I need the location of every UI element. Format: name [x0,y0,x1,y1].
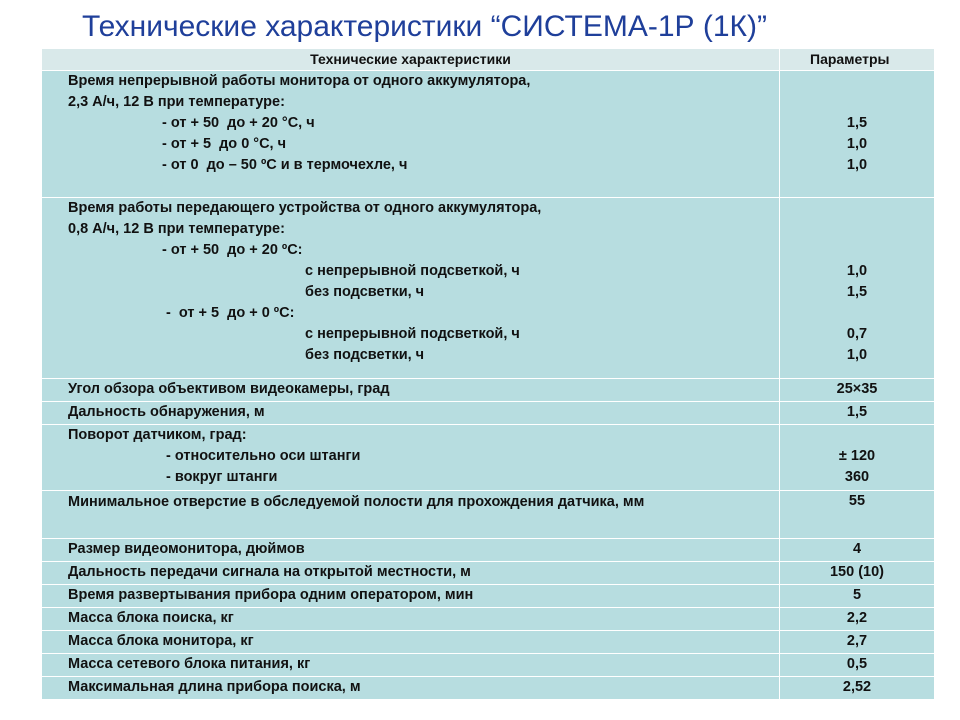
row-label: Минимальное отверстие в обследуемой полости для прохождения датчика, мм [42,491,780,538]
row-text-line: - от + 50 до + 20 °С, ч [162,115,315,131]
row-value-line: 1,0 [846,347,868,363]
row-label: Максимальная длина прибора поиска, м [42,677,780,699]
row-label: Масса сетевого блока питания, кг [42,654,780,676]
row-label: Размер видеомонитора, дюймов [42,539,780,561]
row-value: 4 [852,541,862,557]
row-text-line: Поворот датчиком, град: [68,427,247,443]
row-value: 0,5 [846,656,868,672]
row-value-line: ± 120 [838,448,876,464]
row-value: 5 [852,587,862,603]
row-value-line: 360 [844,469,870,485]
row-value [780,198,934,378]
table-row [42,585,934,608]
row-value-line: 1,0 [846,157,868,173]
table-row [42,677,934,700]
table-row [42,491,934,539]
row-text-line: - от + 5 до + 0 ºС: [166,305,295,321]
row-value-line: 1,0 [846,136,868,152]
page-title: Технические характеристики “СИСТЕМА-1Р (1К)” [82,10,768,43]
row-value: 2,52 [842,679,872,695]
row-value: 25×35 [836,381,878,397]
row-text-line: 2,3 А/ч, 12 В при температуре: [68,94,285,110]
header-characteristics: Технические характеристики [42,49,780,70]
spec-table [42,49,934,700]
row-value: 2,7 [846,633,868,649]
table-row [42,539,934,562]
row-text-line: Время непрерывной работы монитора от одного аккумулятора, [68,73,531,89]
row-text-line: с непрерывной подсветкой, ч [305,263,520,279]
row-label [42,198,780,378]
table-header [42,49,934,71]
table-row [42,402,934,425]
row-label [42,425,780,490]
table-row [42,608,934,631]
row-value: 2,2 [846,610,868,626]
row-value-line: 1,0 [846,263,868,279]
row-label [42,71,780,197]
row-label: Угол обзора объективом видеокамеры, град [42,379,780,401]
row-label: Время развертывания прибора одним оператором, мин [42,585,780,607]
row-text-line: 0,8 А/ч, 12 В при температуре: [68,221,285,237]
table-row [42,71,934,198]
row-value [780,425,934,490]
row-text-line: Время работы передающего устройства от одного аккумулятора, [68,200,542,216]
row-value-line: 1,5 [846,115,868,131]
row-text-line: без подсветки, ч [305,284,425,300]
row-text-line: - от + 50 до + 20 ºС: [162,242,303,258]
table-row [42,654,934,677]
row-value: 1,5 [846,404,868,420]
row-text-line: - от 0 до – 50 ºС и в термочехле, ч [162,157,408,173]
row-text-line: - от + 5 до 0 °С, ч [162,136,287,152]
row-value-line: 0,7 [846,326,868,342]
row-value [780,71,934,197]
row-value: 55 [848,493,866,509]
table-row [42,379,934,402]
header-parameters: Параметры [810,51,890,67]
row-value-line: 1,5 [846,284,868,300]
row-value: 150 (10) [829,564,884,580]
row-label: Масса блока поиска, кг [42,608,780,630]
table-row [42,198,934,379]
row-label: Дальность обнаружения, м [42,402,780,424]
row-label: Дальность передачи сигнала на открытой местности, м [42,562,780,584]
row-text-line: - относительно оси штанги [166,448,361,464]
row-text-line: - вокруг штанги [166,469,278,485]
row-text-line: с непрерывной подсветкой, ч [305,326,520,342]
table-row [42,562,934,585]
row-text-line: без подсветки, ч [305,347,425,363]
table-row [42,425,934,491]
row-label: Масса блока монитора, кг [42,631,780,653]
table-row [42,631,934,654]
